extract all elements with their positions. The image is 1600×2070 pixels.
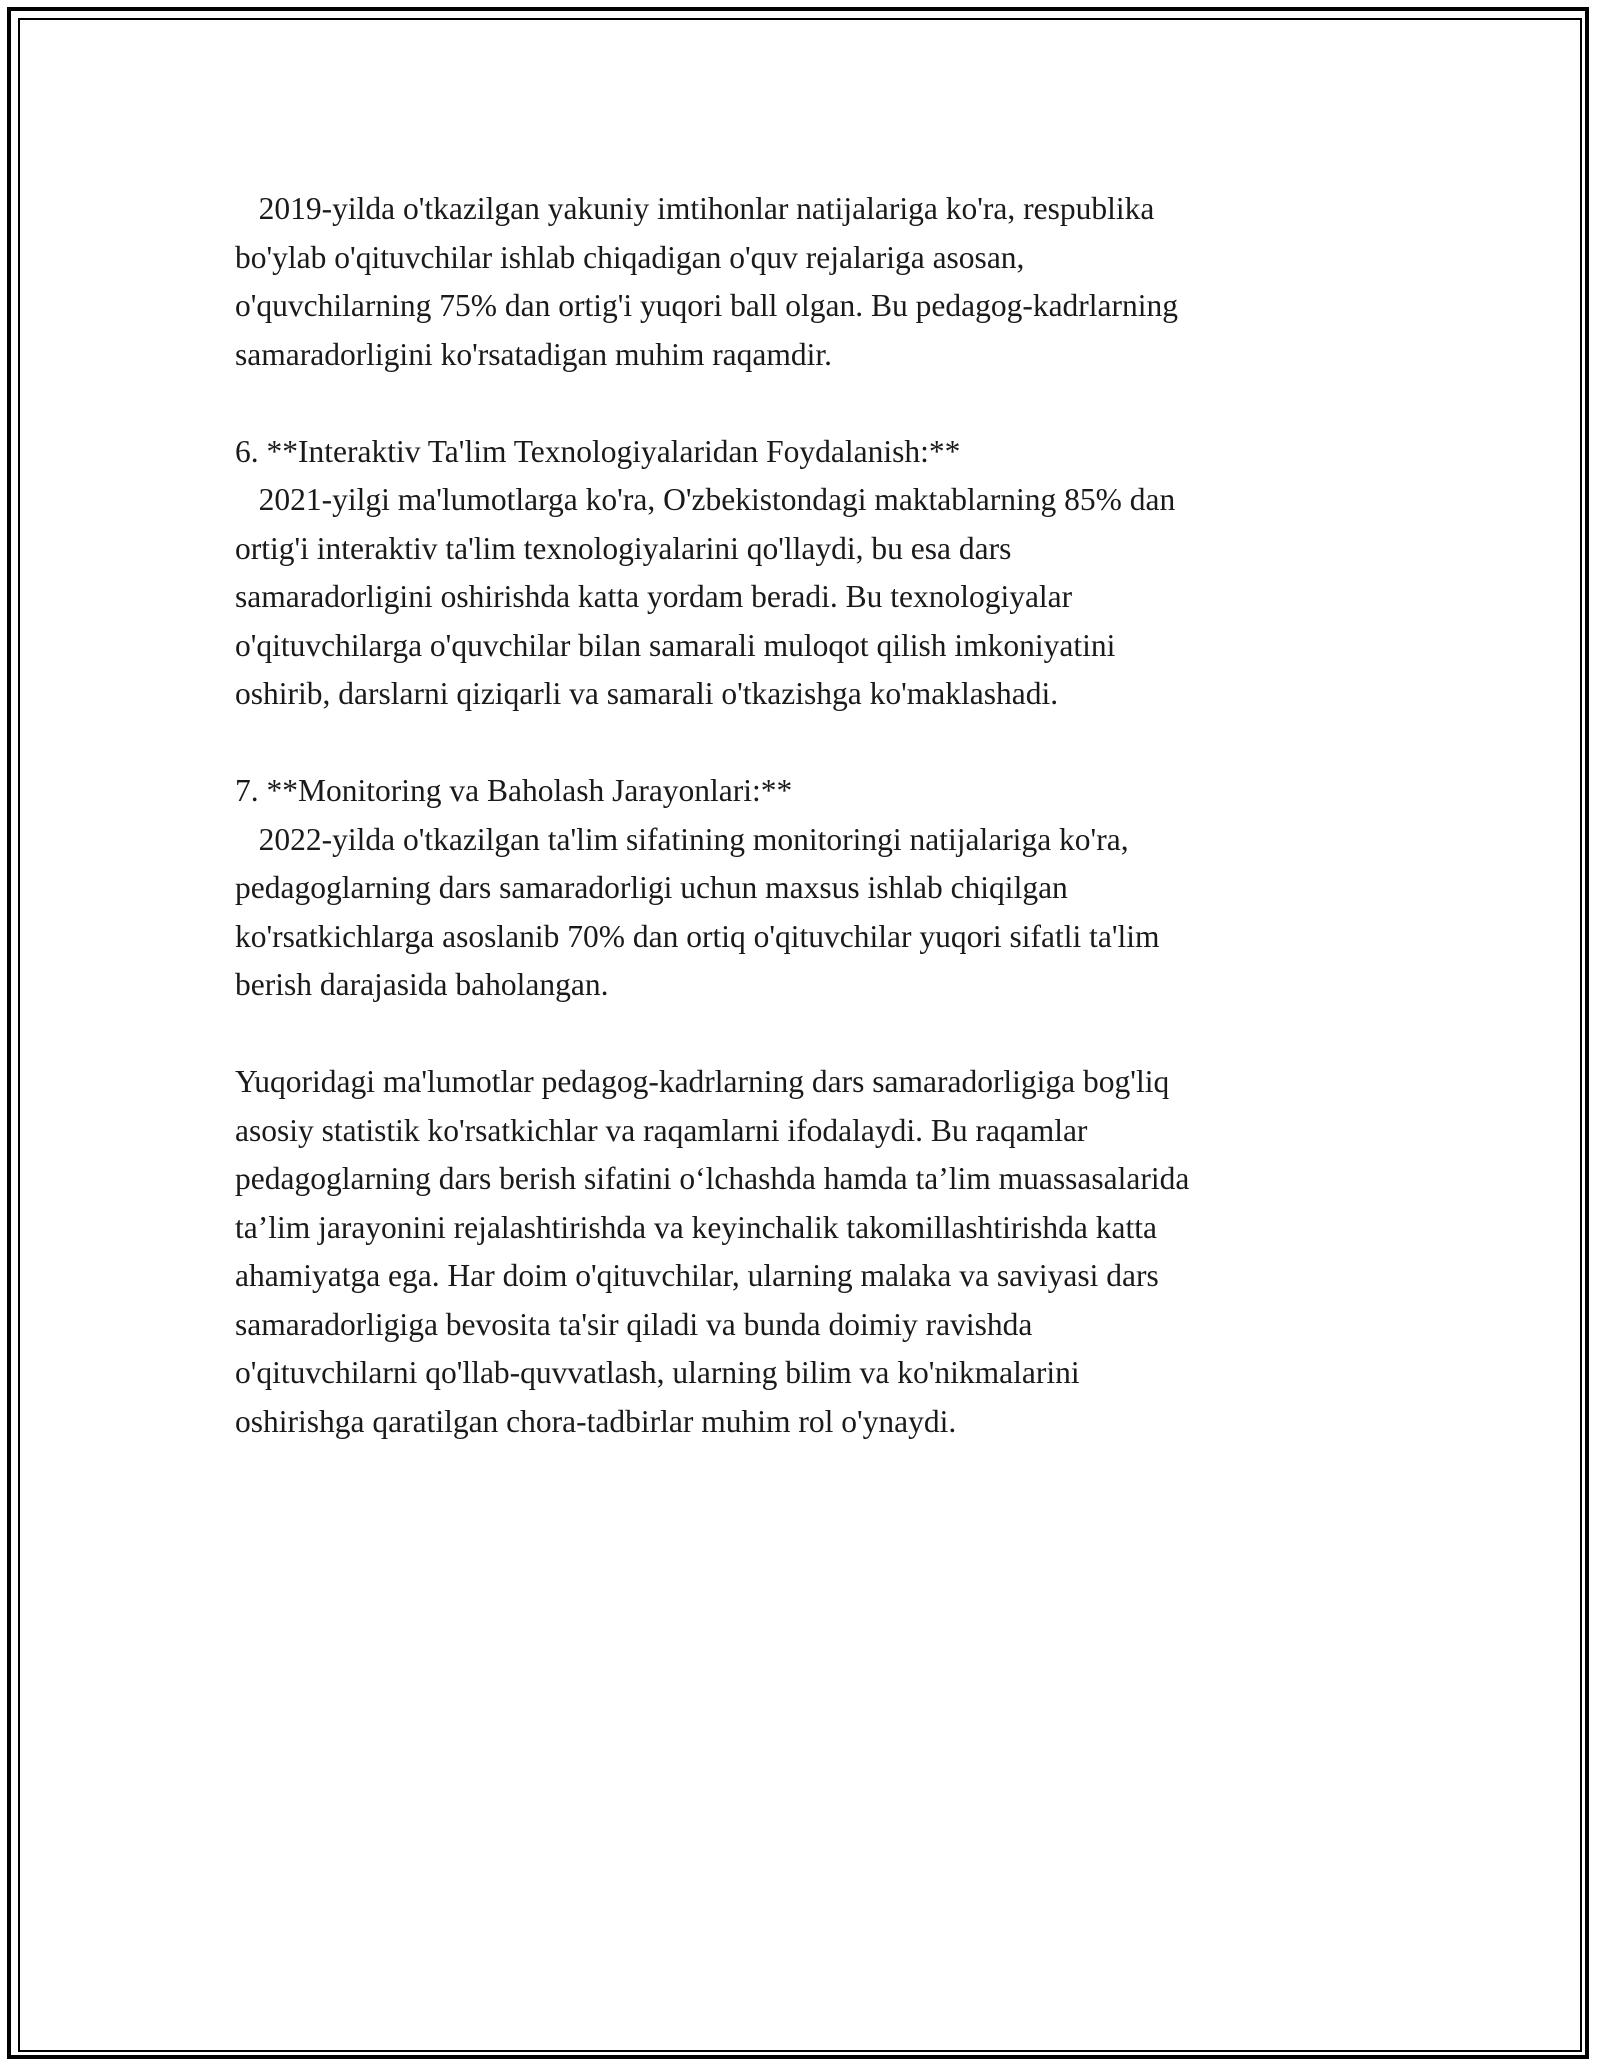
document-body bbox=[235, 185, 1365, 1446]
text-line: ortig'i interaktiv ta'lim texnologiyalarini qo'llaydi, bu esa dars bbox=[235, 530, 1012, 566]
text-line: samaradorligini ko'rsatadigan muhim raqamdir. bbox=[235, 336, 833, 372]
text-line: bo'ylab o'qituvchilar ishlab chiqadigan o'quv rejalariga asosan, bbox=[235, 239, 1025, 275]
section-heading: 7. **Monitoring va Baholash Jarayonlari:** bbox=[235, 773, 793, 808]
section-monitoring-evaluation bbox=[235, 767, 1365, 1010]
text-line: ko'rsatkichlarga asoslanib 70% dan ortiq o'qituvchilar yuqori sifatli ta'lim bbox=[235, 918, 1160, 954]
text-line: berish darajasida baholangan. bbox=[235, 967, 609, 1002]
paragraph-gap bbox=[235, 719, 1365, 768]
text-line: 2019-yilda o'tkazilgan yakuniy imtihonlar natijalariga ko'ra, respublika bbox=[235, 191, 1155, 226]
section-interactive-technologies bbox=[235, 428, 1365, 719]
text-line: Yuqoridagi ma'lumotlar pedagog-kadrlarning dars samaradorligiga bog'liq bbox=[235, 1064, 1170, 1099]
paragraph-conclusion bbox=[235, 1058, 1365, 1446]
text-line: pedagoglarning dars samaradorligi uchun maxsus ishlab chiqilgan bbox=[235, 870, 1068, 905]
paragraph-gap bbox=[235, 1010, 1365, 1059]
text-line: 2021-yilgi ma'lumotlarga ko'ra, O'zbekistondagi maktablarning 85% dan bbox=[235, 482, 1176, 517]
text-line: o'qituvchilarga o'quvchilar bilan samarali muloqot qilish imkoniyatini bbox=[235, 627, 1116, 663]
text-line: oshirishga qaratilgan chora-tadbirlar muhim rol o'ynaydi. bbox=[235, 1403, 957, 1439]
section-heading: 6. **Interaktiv Ta'lim Texnologiyalaridan Foydalanish:** bbox=[235, 433, 961, 469]
text-line: samaradorligini oshirishda katta yordam beradi. Bu texnologiyalar bbox=[235, 579, 1073, 614]
paragraph-results-2019 bbox=[235, 185, 1365, 379]
text-line: asosiy statistik ko'rsatkichlar va raqamlarni ifodalaydi. Bu raqamlar bbox=[235, 1112, 1088, 1148]
text-line: samaradorligiga bevosita ta'sir qiladi va bunda doimiy ravishda bbox=[235, 1306, 1033, 1342]
text-line: ta’lim jarayonini rejalashtirishda va keyinchalik takomillashtirishda katta bbox=[235, 1209, 1157, 1245]
text-line: ahamiyatga ega. Har doim o'qituvchilar, ularning malaka va saviyasi dars bbox=[235, 1258, 1159, 1293]
text-line: pedagoglarning dars berish sifatini o‘lchashda hamda ta’lim muassasalarida bbox=[235, 1161, 1190, 1196]
text-line: oshirib, darslarni qiziqarli va samarali o'tkazishga ko'maklashadi. bbox=[235, 676, 1059, 711]
text-line: o'qituvchilarni qo'llab-quvvatlash, ularning bilim va ko'nikmalarini bbox=[235, 1355, 1080, 1390]
text-line: 2022-yilda o'tkazilgan ta'lim sifatining monitoringi natijalariga ko'ra, bbox=[235, 821, 1129, 857]
text-line: o'quvchilarning 75% dan ortig'i yuqori ball olgan. Bu pedagog-kadrlarning bbox=[235, 288, 1179, 323]
paragraph-gap bbox=[235, 379, 1365, 428]
